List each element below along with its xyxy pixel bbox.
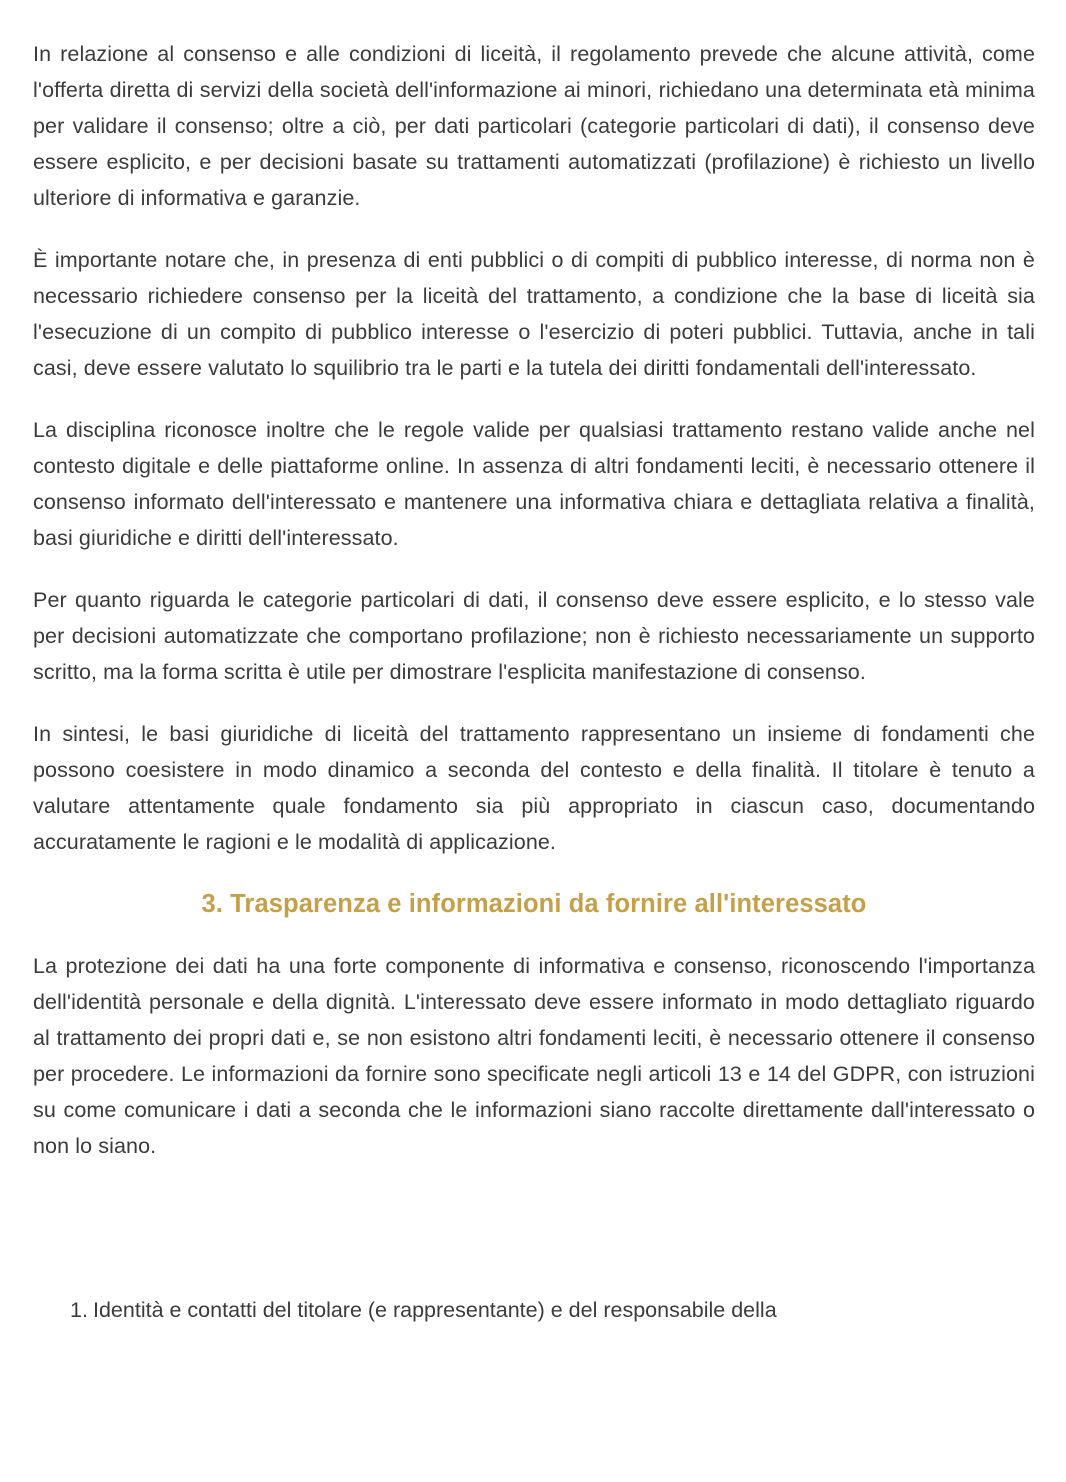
numbered-list [33,1292,1035,1328]
section-heading-3: 3. Trasparenza e informazioni da fornire all'interessato [201,890,867,918]
document-body [33,36,1035,1328]
paragraph-4: Per quanto riguarda le categorie particolari di dati, il consenso deve essere esplicito, e lo stesso vale per decisioni automatizzate che comportano profilazione; non è richiesto necessariamente un supporto scritto, ma la forma scritta è utile per dimostrare l'esplicita manifestazione di consenso. [33,588,1035,684]
paragraph-5: In sintesi, le basi giuridiche di liceità del trattamento rappresentano un insieme di fondamenti che possono coesistere in modo dinamico a seconda del contesto e della finalità. Il titolare è tenuto a valutare attentamente quale fondamento sia più appropriato in ciascun caso, documentando accuratamente le ragioni e le modalità di applicazione. [33,722,1035,854]
paragraph-1: In relazione al consenso e alle condizioni di liceità, il regolamento prevede che alcune attività, come l'offerta diretta di servizi della società dell'informazione ai minori, richiedano una determinata età minima per validare il consenso; oltre a ciò, per dati particolari (categorie particolari di dati), il consenso deve essere esplicito, e per decisioni basate su trattamenti automatizzati (profilazione) è richiesto un livello ulteriore di informativa e garanzie. [33,42,1035,210]
paragraph-3: La disciplina riconosce inoltre che le regole valide per qualsiasi trattamento restano valide anche nel contesto digitale e delle piattaforme online. In assenza di altri fondamenti leciti, è necessario ottenere il consenso informato dell'interessato e mantenere una informativa chiara e dettagliata relativa a finalità, basi giuridiche e diritti dell'interessato. [33,418,1035,550]
vertical-spacer [33,1164,1035,1292]
paragraph-2: È importante notare che, in presenza di enti pubblici o di compiti di pubblico interesse, di norma non è necessario richiedere consenso per la liceità del trattamento, a condizione che la base di liceità sia l'esecuzione di un compito di pubblico interesse o l'esercizio di poteri pubblici. Tuttavia, anche in tali casi, deve essere valutato lo squilibrio tra le parti e la tutela dei diritti fondamentali dell'interessato. [33,248,1035,380]
paragraph-6: La protezione dei dati ha una forte componente di informativa e consenso, riconoscendo l'importanza dell'identità personale e della dignità. L'interessato deve essere informato in modo dettagliato riguardo al trattamento dei propri dati e, se non esistono altri fondamenti leciti, è necessario ottenere il consenso per procedere. Le informazioni da fornire sono specificate negli articoli 13 e 14 del GDPR, con istruzioni su come comunicare i dati a seconda che le informazioni siano raccolte direttamente dall'interessato o non lo siano. [33,954,1035,1158]
list-item: Identità e contatti del titolare (e rappresentante) e del responsabile della [93,1298,777,1322]
